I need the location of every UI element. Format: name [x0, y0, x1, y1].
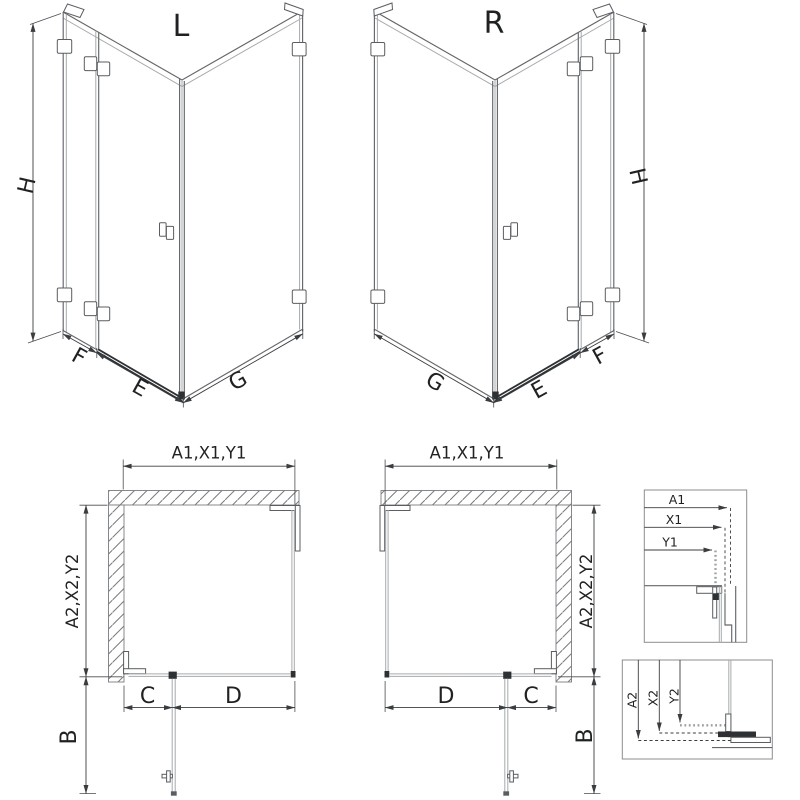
variant-label-left: L: [172, 9, 190, 44]
dim-label-d-left: D: [225, 684, 242, 709]
wall-section-top-right-plan: [381, 491, 572, 506]
wall-section-side-right-plan: [556, 505, 572, 682]
dim-label-c-left: C: [139, 684, 156, 709]
dim-label-d-right: D: [437, 684, 455, 709]
wall-section-top-left-plan: [109, 491, 300, 506]
wall-clamp: [57, 288, 71, 302]
dim-label-side-left: G: [224, 366, 252, 397]
dim-label-return-right: F: [588, 342, 612, 371]
detail-label-x2: X2: [645, 689, 661, 707]
dim-label-opening-depth-left: A2,X2,Y2: [63, 553, 82, 629]
dim-label-door-left: E: [127, 374, 152, 403]
detail-box-width-offsets: [644, 490, 746, 642]
door-glass-panel: [99, 33, 180, 397]
corner-base-block: [178, 392, 184, 400]
variant-label-right: R: [483, 6, 505, 41]
dim-label-door-right: E: [527, 376, 552, 405]
detail-label-a2: A2: [624, 691, 640, 709]
detail-label-y2: Y2: [666, 688, 682, 704]
wall-clamp: [57, 40, 71, 54]
dim-label-b-left: B: [57, 729, 82, 745]
detail-box-depth-offsets: [622, 660, 772, 759]
detail-label-a1: A1: [668, 492, 686, 507]
dim-label-b-right: B: [573, 728, 598, 744]
dim-label-height-left: H: [13, 174, 42, 197]
door-edge-cap: [171, 791, 177, 795]
isometric-enclosure-geometry: [28, 3, 306, 408]
wall-clamp: [292, 290, 306, 303]
dim-label-side-right: G: [421, 367, 449, 398]
door-handle-plan: [162, 771, 172, 782]
dim-label-opening-width-right: A1,X1,Y1: [429, 443, 505, 463]
dim-label-height-right: H: [623, 165, 652, 188]
wall-clamp: [292, 43, 306, 56]
dim-label-return-left: F: [67, 343, 91, 372]
dim-label-c-right: C: [523, 684, 539, 709]
door-pivot-block: [169, 672, 177, 679]
wall-section-side-left-plan: [109, 505, 125, 682]
isometric-enclosure-geometry-mirrored: [371, 3, 652, 408]
top-wall-bracket: [285, 3, 304, 16]
dim-label-opening-depth-right: A2,X2,Y2: [577, 553, 596, 629]
wall-profile-side: [124, 669, 146, 674]
detail-label-x1: X1: [665, 512, 683, 527]
dim-label-opening-width-left: A1,X1,Y1: [171, 443, 247, 463]
wall-profile-top: [295, 506, 300, 552]
detail-label-y1: Y1: [662, 534, 678, 550]
